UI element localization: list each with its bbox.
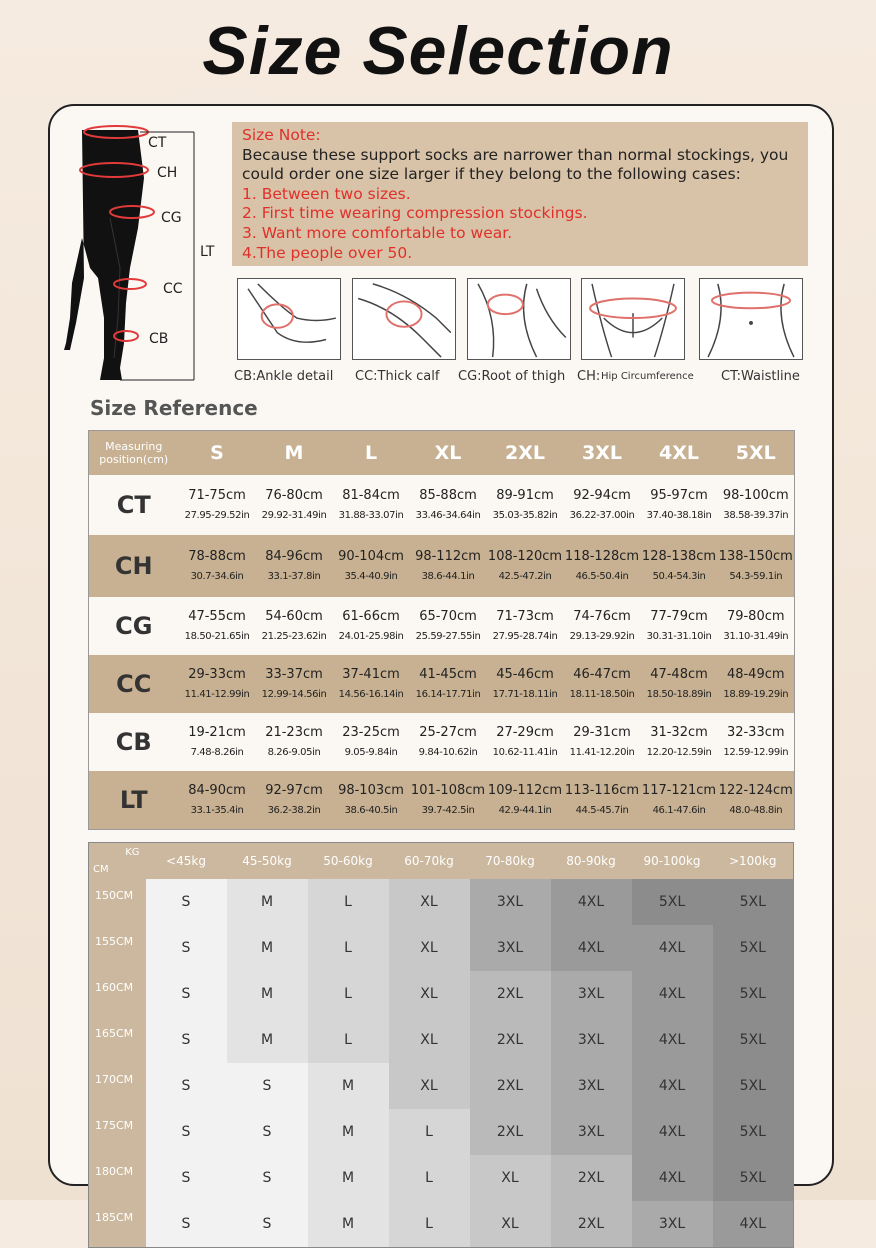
recommended-size-cell: S <box>227 1155 308 1201</box>
ankle-detail-image <box>237 278 341 360</box>
recommended-size-cell: L <box>308 879 389 925</box>
size-row <box>89 655 795 713</box>
caption-waist: CT:Waistline <box>721 369 800 384</box>
size-cell <box>564 475 641 535</box>
inch-value: 27.95-28.74in <box>492 631 558 642</box>
cm-value: 71-75cm <box>188 488 246 503</box>
inch-value: 7.48-8.26in <box>190 747 244 758</box>
measurement-label: LT <box>89 771 179 829</box>
root-of-thigh-image <box>467 278 571 360</box>
recommended-size-cell: 3XL <box>551 1109 632 1155</box>
inch-value: 37.40-38.18in <box>646 510 712 521</box>
size-header: L <box>333 431 410 476</box>
recommended-size-cell: 3XL <box>551 1017 632 1063</box>
recommended-size-cell: 5XL <box>632 879 713 925</box>
size-cell <box>564 771 641 829</box>
size-row <box>89 597 795 655</box>
cm-value: 122-124cm <box>718 782 793 798</box>
recommended-size-cell: 3XL <box>551 971 632 1017</box>
weight-header: 45-50kg <box>227 843 308 880</box>
height-label: 180CM <box>89 1155 146 1201</box>
recommended-size-cell: M <box>308 1063 389 1109</box>
recommended-size-cell: 4XL <box>632 925 713 971</box>
size-row <box>89 713 795 771</box>
size-cell <box>256 713 333 771</box>
caption-thigh: CG:Root of thigh <box>458 369 566 384</box>
recommended-size-cell: S <box>227 1109 308 1155</box>
recommended-size-cell: M <box>227 971 308 1017</box>
cm-value: 41-45cm <box>419 667 477 682</box>
size-cell <box>256 535 333 597</box>
size-cell <box>641 475 718 535</box>
cm-value: 138-150cm <box>718 549 793 564</box>
inch-value: 36.2-38.2in <box>267 804 321 816</box>
cm-value: 81-84cm <box>342 488 400 503</box>
cm-value: 117-121cm <box>641 782 717 798</box>
recommended-size-cell: 4XL <box>632 1017 713 1063</box>
cm-value: 109-112cm <box>487 782 563 798</box>
label-cc: CC <box>163 281 183 297</box>
height-row <box>89 1155 794 1201</box>
inch-value: 50.4-54.3in <box>652 571 706 582</box>
inch-value: 18.50-18.89in <box>646 689 712 700</box>
cm-value: 29-33cm <box>188 667 246 682</box>
cm-value: 79-80cm <box>726 609 785 624</box>
inch-value: 31.10-31.49in <box>723 631 789 642</box>
size-cell <box>333 771 410 829</box>
recommended-size-cell: L <box>308 1017 389 1063</box>
weight-header: >100kg <box>713 843 794 880</box>
inch-value: 17.71-18.11in <box>492 689 558 700</box>
inch-value: 38.58-39.37in <box>723 510 789 521</box>
measurement-label: CB <box>89 713 179 771</box>
recommended-size-cell: 4XL <box>632 1155 713 1201</box>
inch-value: 33.1-35.4in <box>190 804 244 816</box>
weight-header: 50-60kg <box>308 843 389 880</box>
size-header: XL <box>410 431 487 476</box>
inch-value: 12.20-12.59in <box>646 747 712 758</box>
height-label: 155CM <box>89 925 146 971</box>
size-cell <box>718 535 795 597</box>
size-note-item: 3. Want more comfortable to wear. <box>242 223 513 242</box>
recommended-size-cell: 4XL <box>713 1201 794 1248</box>
size-cell <box>179 535 256 597</box>
size-cell <box>718 771 795 829</box>
height-row <box>89 971 794 1017</box>
inch-value: 46.1-47.6in <box>652 804 706 816</box>
cm-value: 33-37cm <box>265 667 323 682</box>
recommended-size-cell: 2XL <box>470 1109 551 1155</box>
cm-value: 31-32cm <box>650 725 708 740</box>
label-cg: CG <box>161 210 182 226</box>
cm-value: 89-91cm <box>496 488 554 503</box>
recommended-size-cell: 3XL <box>470 925 551 971</box>
recommended-size-cell: M <box>308 1201 389 1248</box>
size-header: 3XL <box>564 431 641 476</box>
cm-value: 108-120cm <box>487 549 563 564</box>
size-cell <box>333 713 410 771</box>
recommended-size-cell: S <box>146 971 227 1017</box>
size-header: 5XL <box>718 431 795 476</box>
inch-value: 48.0-48.8in <box>729 804 783 816</box>
size-cell <box>718 655 795 713</box>
inch-value: 12.59-12.99in <box>723 747 789 758</box>
recommended-size-cell: L <box>389 1201 470 1248</box>
recommended-size-cell: S <box>146 1201 227 1248</box>
size-cell <box>333 597 410 655</box>
size-cell <box>641 713 718 771</box>
cm-value: 74-76cm <box>573 609 631 624</box>
recommended-size-cell: S <box>227 1201 308 1248</box>
cm-value: 46-47cm <box>573 667 631 682</box>
size-cell <box>410 597 487 655</box>
recommended-size-cell: S <box>146 1109 227 1155</box>
size-cell <box>410 655 487 713</box>
size-note-heading: Size Note: <box>242 126 321 144</box>
caption-calf: CC:Thick calf <box>355 369 440 384</box>
inch-value: 30.7-34.6in <box>190 571 244 582</box>
inch-value: 30.31-31.10in <box>646 631 712 642</box>
recommended-size-cell: M <box>308 1109 389 1155</box>
inch-value: 35.03-35.82in <box>492 510 558 521</box>
measurement-label: CT <box>89 475 179 535</box>
cm-value: 118-128cm <box>564 549 640 564</box>
measuring-position-header: Measuring position(cm) <box>89 431 179 476</box>
cm-value: 95-97cm <box>650 488 708 503</box>
hip-circumference-image <box>581 278 685 360</box>
cm-value: 61-66cm <box>342 609 400 624</box>
size-cell <box>641 655 718 713</box>
inch-value: 33.46-34.64in <box>415 510 481 521</box>
recommended-size-cell: XL <box>470 1155 551 1201</box>
cm-value: 76-80cm <box>265 488 323 503</box>
inch-value: 46.5-50.4in <box>575 571 629 582</box>
height-label: 170CM <box>89 1063 146 1109</box>
recommended-size-cell: S <box>146 1063 227 1109</box>
cm-value: 23-25cm <box>342 725 400 740</box>
inch-value: 54.3-59.1in <box>729 571 783 582</box>
cm-value: 98-100cm <box>722 488 789 503</box>
recommended-size-cell: 5XL <box>713 925 794 971</box>
recommended-size-cell: 5XL <box>713 1109 794 1155</box>
recommended-size-cell: 3XL <box>470 879 551 925</box>
size-note <box>232 122 808 266</box>
cm-value: 29-31cm <box>573 725 631 740</box>
cm-value: 21-23cm <box>265 725 323 740</box>
caption-hip: Hip Circumference <box>601 371 694 382</box>
size-cell <box>641 535 718 597</box>
height-row <box>89 1063 794 1109</box>
cm-value: 84-90cm <box>188 782 246 798</box>
size-cell <box>333 655 410 713</box>
size-cell <box>487 713 564 771</box>
size-cell <box>564 655 641 713</box>
inch-value: 18.50-21.65in <box>184 631 250 642</box>
size-cell <box>410 771 487 829</box>
recommended-size-cell: S <box>146 925 227 971</box>
height-label: 160CM <box>89 971 146 1017</box>
recommended-size-cell: XL <box>470 1201 551 1248</box>
inch-value: 8.26-9.05in <box>267 747 321 758</box>
height-label: 175CM <box>89 1109 146 1155</box>
size-cell <box>487 655 564 713</box>
measurement-label: CC <box>89 655 179 713</box>
recommended-size-cell: L <box>389 1109 470 1155</box>
recommended-size-cell: 4XL <box>551 925 632 971</box>
size-row <box>89 535 795 597</box>
caption-hip-label: CH: <box>577 369 601 384</box>
page-title: Size Selection <box>202 13 674 89</box>
recommended-size-cell: 5XL <box>713 971 794 1017</box>
size-reference-heading: Size Reference <box>90 396 258 420</box>
size-note-item: 4.The people over 50. <box>242 243 413 262</box>
cm-value: 71-73cm <box>496 609 554 624</box>
recommended-size-cell: 4XL <box>632 971 713 1017</box>
recommended-size-cell: L <box>308 925 389 971</box>
measurement-label: CG <box>89 597 179 655</box>
weight-header: 90-100kg <box>632 843 713 880</box>
label-ch: CH <box>157 165 178 181</box>
inch-value: 25.59-27.55in <box>415 631 481 642</box>
kg-label: KG <box>125 847 140 858</box>
waistline-image <box>699 278 803 360</box>
recommended-size-cell: M <box>227 1017 308 1063</box>
size-cell <box>333 535 410 597</box>
height-row <box>89 925 794 971</box>
cm-value: 32-33cm <box>726 725 785 740</box>
recommended-size-cell: S <box>146 1155 227 1201</box>
recommended-size-cell: 4XL <box>551 879 632 925</box>
recommended-size-cell: 5XL <box>713 1017 794 1063</box>
cm-value: 98-112cm <box>415 549 481 564</box>
recommended-size-cell: S <box>146 879 227 925</box>
recommended-size-cell: 2XL <box>551 1201 632 1248</box>
recommended-size-cell: 4XL <box>632 1109 713 1155</box>
weight-header: 60-70kg <box>389 843 470 880</box>
cm-value: 77-79cm <box>650 609 708 624</box>
inch-value: 29.13-29.92in <box>569 631 635 642</box>
cm-value: 85-88cm <box>419 488 477 503</box>
size-cell <box>179 655 256 713</box>
size-row <box>89 475 795 535</box>
cm-value: 37-41cm <box>342 667 400 682</box>
cm-value: 92-97cm <box>265 782 323 798</box>
inch-value: 11.41-12.20in <box>569 747 635 758</box>
size-cell <box>718 597 795 655</box>
size-cell <box>564 713 641 771</box>
inch-value: 44.5-45.7in <box>575 804 629 816</box>
size-cell <box>256 771 333 829</box>
height-row <box>89 1201 794 1248</box>
size-cell <box>487 597 564 655</box>
cm-value: 48-49cm <box>726 667 785 682</box>
height-row <box>89 879 794 925</box>
cm-value: 113-116cm <box>564 782 640 798</box>
corner-header <box>89 843 146 880</box>
recommended-size-cell: 5XL <box>713 1155 794 1201</box>
size-header: M <box>256 431 333 476</box>
cm-value: 101-108cm <box>410 782 486 798</box>
inch-value: 18.11-18.50in <box>569 689 635 700</box>
cm-value: 25-27cm <box>419 725 477 740</box>
recommended-size-cell: M <box>227 879 308 925</box>
label-cb: CB <box>149 331 169 347</box>
size-cell <box>179 597 256 655</box>
recommended-size-cell: L <box>308 971 389 1017</box>
recommended-size-cell: XL <box>389 1017 470 1063</box>
size-cell <box>487 475 564 535</box>
height-row <box>89 1109 794 1155</box>
size-cell <box>564 535 641 597</box>
recommended-size-cell: 2XL <box>470 971 551 1017</box>
inch-value: 38.6-40.5in <box>344 804 398 816</box>
leg-measurement-figure <box>60 118 200 386</box>
recommended-size-cell: M <box>227 925 308 971</box>
inch-value: 39.7-42.5in <box>421 804 475 816</box>
cm-value: 78-88cm <box>188 549 246 564</box>
cm-value: 47-55cm <box>188 609 246 624</box>
cm-value: 84-96cm <box>265 549 323 564</box>
label-lt: LT <box>200 244 215 260</box>
cm-value: 92-94cm <box>573 488 631 503</box>
inch-value: 27.95-29.52in <box>184 510 250 521</box>
weight-header: 70-80kg <box>470 843 551 880</box>
inch-value: 21.25-23.62in <box>261 631 327 642</box>
weight-header: <45kg <box>146 843 227 880</box>
recommended-size-cell: S <box>146 1017 227 1063</box>
inch-value: 38.6-44.1in <box>421 571 475 582</box>
inch-value: 16.14-17.71in <box>415 689 481 700</box>
cm-value: 45-46cm <box>496 667 554 682</box>
cm-value: 54-60cm <box>265 609 323 624</box>
inch-value: 24.01-25.98in <box>338 631 404 642</box>
cm-value: 98-103cm <box>338 782 404 798</box>
cm-value: 19-21cm <box>188 725 246 740</box>
inch-value: 35.4-40.9in <box>344 571 398 582</box>
inch-value: 9.84-10.62in <box>418 747 478 758</box>
inch-value: 36.22-37.00in <box>569 510 635 521</box>
recommended-size-cell: 3XL <box>551 1063 632 1109</box>
size-cell <box>718 475 795 535</box>
recommended-size-cell: 2XL <box>470 1017 551 1063</box>
size-cell <box>564 597 641 655</box>
size-cell <box>179 475 256 535</box>
size-note-body: Because these support socks are narrower than normal stockings, you could order one size larger if they belong to the following cases: <box>242 145 789 184</box>
size-cell <box>256 597 333 655</box>
recommended-size-cell: 4XL <box>632 1063 713 1109</box>
cm-value: 27-29cm <box>496 725 554 740</box>
cm-value: 65-70cm <box>419 609 477 624</box>
inch-value: 11.41-12.99in <box>184 689 250 700</box>
size-cell <box>410 713 487 771</box>
recommended-size-cell: S <box>227 1063 308 1109</box>
inch-value: 33.1-37.8in <box>267 571 321 582</box>
size-cell <box>410 535 487 597</box>
size-cell <box>641 771 718 829</box>
recommended-size-cell: XL <box>389 1063 470 1109</box>
recommended-size-cell: 5XL <box>713 1063 794 1109</box>
cm-value: 47-48cm <box>650 667 708 682</box>
cm-value: 90-104cm <box>338 549 404 564</box>
height-label: 150CM <box>89 879 146 925</box>
size-cell <box>333 475 410 535</box>
weight-header: 80-90kg <box>551 843 632 880</box>
size-note-item: 2. First time wearing compression stockings. <box>242 204 588 223</box>
inch-value: 42.9-44.1in <box>498 804 552 816</box>
recommended-size-cell: XL <box>389 925 470 971</box>
inch-value: 12.99-14.56in <box>261 689 327 700</box>
recommended-size-cell: XL <box>389 971 470 1017</box>
recommended-size-cell: M <box>308 1155 389 1201</box>
size-cell <box>641 597 718 655</box>
size-cell <box>487 535 564 597</box>
size-cell <box>410 475 487 535</box>
thick-calf-image <box>352 278 456 360</box>
size-cell <box>179 713 256 771</box>
inch-value: 31.88-33.07in <box>338 510 404 521</box>
measurement-label: CH <box>89 535 179 597</box>
recommended-size-cell: 2XL <box>470 1063 551 1109</box>
size-reference-table <box>88 430 795 830</box>
size-cell <box>256 475 333 535</box>
size-cell <box>487 771 564 829</box>
size-row <box>89 771 795 829</box>
size-header: 2XL <box>487 431 564 476</box>
recommended-size-cell: 2XL <box>551 1155 632 1201</box>
inch-value: 10.62-11.41in <box>492 747 558 758</box>
inch-value: 29.92-31.49in <box>261 510 327 521</box>
weight-height-table <box>88 842 794 1248</box>
size-cell <box>718 713 795 771</box>
inch-value: 14.56-16.14in <box>338 689 404 700</box>
recommended-size-cell: XL <box>389 879 470 925</box>
recommended-size-cell: 5XL <box>713 879 794 925</box>
height-row <box>89 1017 794 1063</box>
recommended-size-cell: 3XL <box>632 1201 713 1248</box>
recommended-size-cell: L <box>389 1155 470 1201</box>
size-note-item: 1. Between two sizes. <box>242 184 411 203</box>
cm-label: CM <box>93 864 109 875</box>
size-cell <box>179 771 256 829</box>
caption-ankle: CB:Ankle detail <box>234 369 334 384</box>
height-label: 165CM <box>89 1017 146 1063</box>
height-label: 185CM <box>89 1201 146 1248</box>
inch-value: 18.89-19.29in <box>723 689 789 700</box>
label-ct: CT <box>148 135 167 151</box>
size-cell <box>256 655 333 713</box>
leggings-illustration <box>60 118 200 386</box>
size-header: 4XL <box>641 431 718 476</box>
size-header: S <box>179 431 256 476</box>
cm-value: 128-138cm <box>641 549 717 564</box>
inch-value: 9.05-9.84in <box>344 747 398 758</box>
inch-value: 42.5-47.2in <box>498 571 552 582</box>
